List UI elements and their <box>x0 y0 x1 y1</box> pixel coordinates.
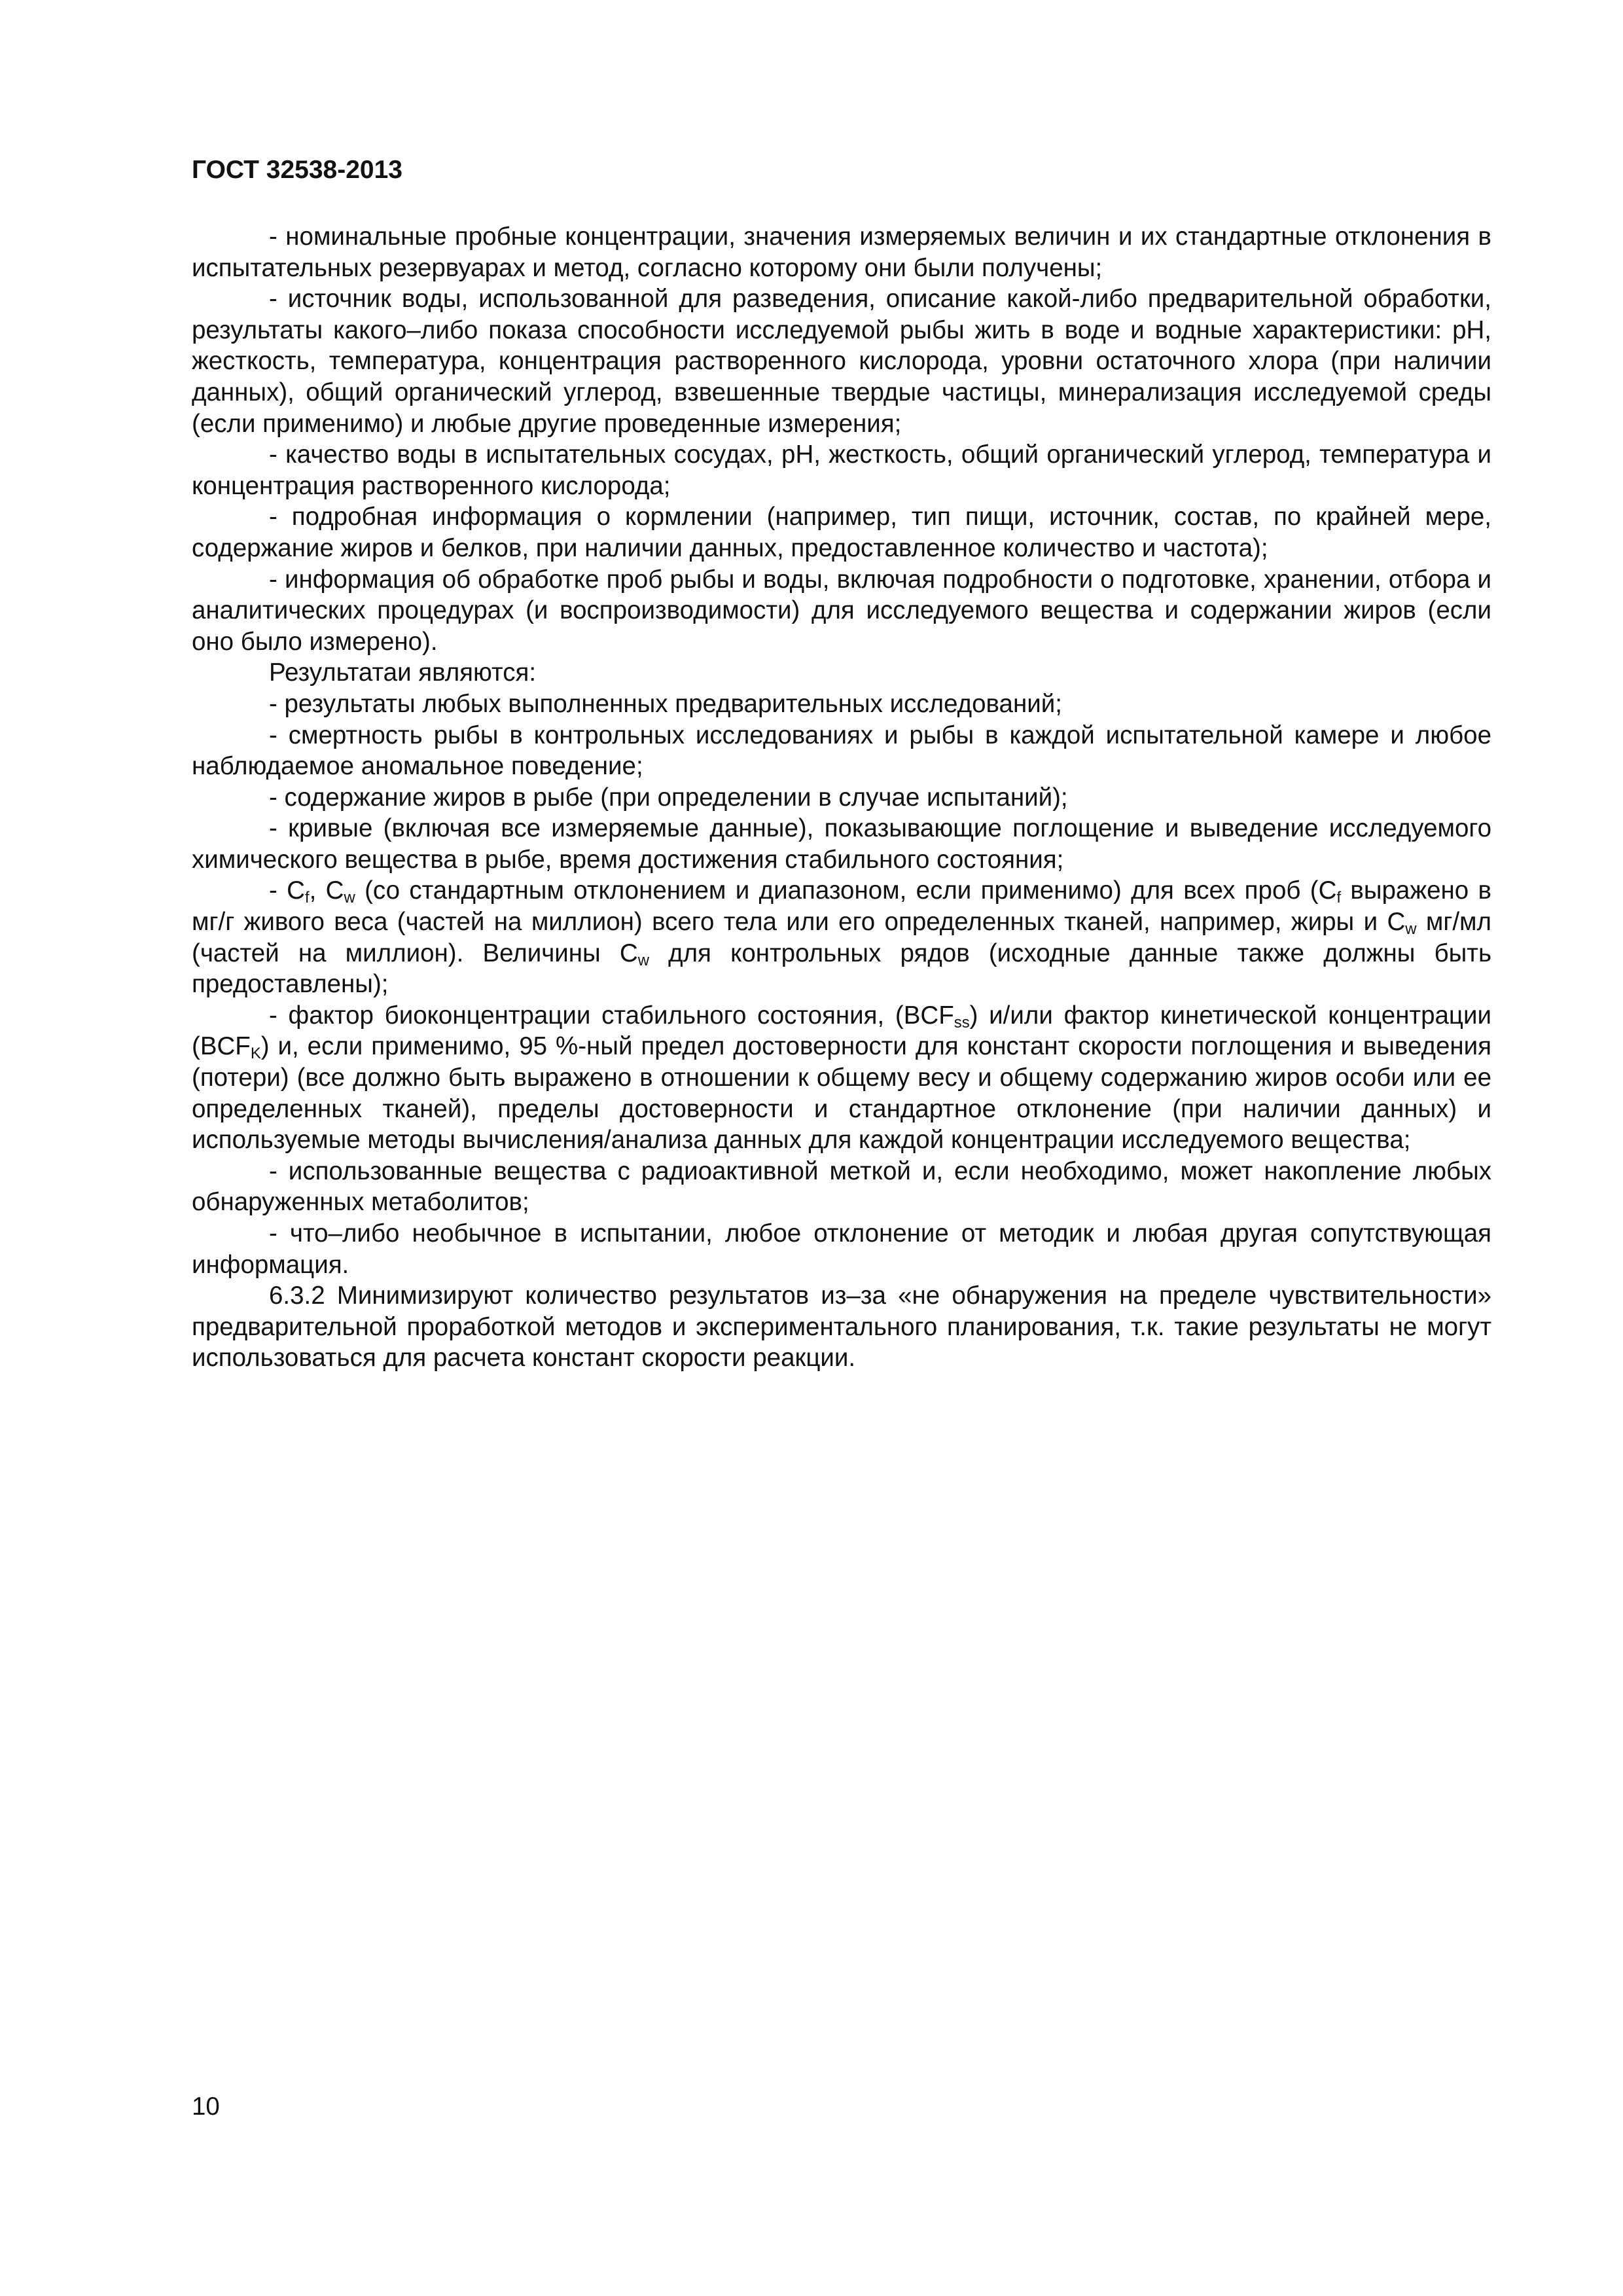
paragraph-unusual-events: - что–либо необычное в испытании, любое отклонение от методик и любая другая сопутствующая информация. <box>192 1219 1491 1279</box>
paragraph-water-quality: - качество воды в испытательных сосудах, pH, жесткость, общий органический углерод, температура и концентрация растворенного кислорода; <box>192 440 1491 500</box>
paragraph-lipid-content: - содержание жиров в рыбе (при определении в случае испытаний); <box>269 783 1068 812</box>
document-header: ГОСТ 32538-2013 <box>192 156 402 184</box>
paragraph-bioconcentration-factor: - фактор биоконцентрации стабильного состояния, $(BCF_{ss})$ и/или фактор кинетической концентрации $(BCF_K)$ и, если применимо, 95 %-ный предел достоверности для констант скорости поглощения и выведения (потери) (все должно быть выражено в отношении к общему весу и общему содержанию жиров особи или ее определенных тканей), пределы достоверности и стандартное отклонение (при наличии данных) и используемые методы вычисления/анализа данных для каждой концентрации исследуемого вещества; <box>192 1001 1491 1155</box>
paragraph-results-heading: Результатаи являются: <box>269 658 537 687</box>
paragraph-uptake-curves: - кривые (включая все измеряемые данные), показывающие поглощение и выведение исследуемого химического вещества в рыбе, время достижения стабильного состояния; <box>192 814 1491 874</box>
document-body <box>192 221 1491 1374</box>
paragraph-water-source: - источник воды, использованной для разведения, описание какой-либо предварительной обработки, результаты какого–либо показа способности исследуемой рыбы жить в воде и водные характеристики: pH, жесткость, температура, концентрация растворенного кислорода, уровни остаточного хлора (при наличии данных), общий органический углерод, взвешенные твердые частицы, минерализация исследуемой среды (если применимо) и любые другие проведенные измерения; <box>192 285 1491 438</box>
paragraph-section-6-3-2: 6.3.2 Минимизируют количество результатов из–за «не обнаружения на пределе чувствительности» предварительной проработкой методов и экспериментального планирования, т.к. такие результаты не могут использоваться для расчета констант скорости реакции. <box>192 1282 1491 1372</box>
paragraph-nominal-concentrations: - номинальные пробные концентрации, значения измеряемых величин и их стандартные отклонения в испытательных резервуарах и метод, согласно которому они были получены; <box>192 223 1491 282</box>
paragraph-radiolabeled-substances: - использованные вещества с радиоактивной меткой и, если необходимо, может накопление любых обнаруженных метаболитов; <box>192 1157 1491 1217</box>
paragraph-preliminary-results: - результаты любых выполненных предварительных исследований; <box>269 689 1062 718</box>
paragraph-sample-processing: - информация об обработке проб рыбы и воды, включая подробности о подготовке, хранении, отбора и аналитических процедурах (и воспроизводимости) для исследуемого вещества и содержании жиров (если оно было измерено). <box>192 565 1491 656</box>
paragraph-fish-mortality: - смертность рыбы в контрольных исследованиях и рыбы в каждой испытательной камере и любое наблюдаемое аномальное поведение; <box>192 721 1491 781</box>
paragraph-cf-cw: - $C_f$, $C_w$ (со стандартным отклонением и диапазоном, если применимо) для всех проб ($C_f$ выражено в мг/г живого веса (частей на миллион) всего тела или его определенных тканей, например, жиры и $C_w$ мг/мл (частей на миллион). Величины $C_w$ для контрольных рядов (исходные данные также должны быть предоставлены); <box>192 876 1492 999</box>
page-number: 10 <box>192 2092 220 2121</box>
paragraph-feeding-info: - подробная информация о кормлении (например, тип пищи, источник, состав, по крайней мере, содержание жиров и белков, при наличии данных, предоставленное количество и частота); <box>192 503 1491 562</box>
